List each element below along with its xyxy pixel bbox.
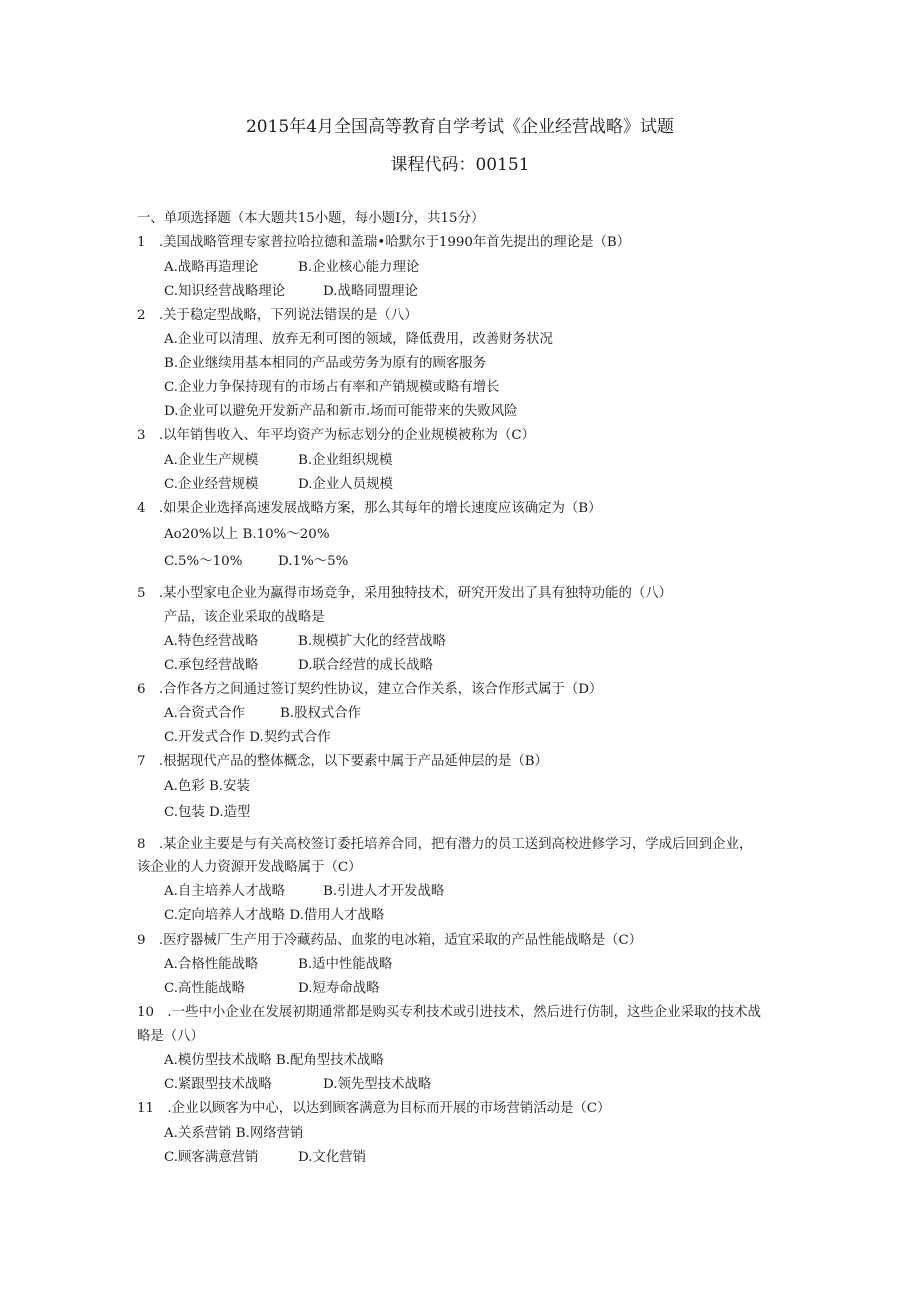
question-2-stem: 2 .关于稳定型战略，下列说法错误的是（八） [137,308,418,323]
question-4-option-d: D.1%～5% [278,554,349,569]
question-11-options-ab: A.关系营销 B.网络营销 [164,1126,304,1141]
question-3-option-a: A.企业生产规模 [164,453,259,468]
question-8-stem: 8 .某企业主要是与有关高校签订委托培养合同，把有潜力的员工送到高校进修学习，学成后回到企业， [137,837,753,852]
question-5-option-c: C.承包经营战略 [164,658,259,673]
question-11-stem: 11 .企业以顾客为中心，以达到顾客满意为目标而开展的市场营销活动是（C） [137,1101,611,1116]
question-1-option-b: B.企业核心能力理论 [298,260,420,275]
question-7-options-ab: A.色彩 B.安装 [164,779,250,794]
question-11-option-d: D.文化营销 [298,1150,367,1165]
question-2-option-c: C.企业力争保持现有的市场占有率和产销规模或略有增长 [164,380,500,395]
question-8-stem-continued: 该企业的人力资源开发战略属于（C） [137,860,362,875]
question-2-option-b: B.企业继续用基本相同的产品或劳务为原有的顾客服务 [164,356,487,371]
question-2-option-d: D.企业可以避免开发新产品和新市.场而可能带来的失败风险 [164,404,518,419]
question-6-option-b: B.股权式合作 [280,706,362,721]
question-6-option-a: A.合资式合作 [164,706,245,721]
question-4-options-ab: Ao20%以上 B.10%～20% [164,527,330,542]
question-2-option-a: A.企业可以清理、放弃无利可图的领域，降低费用，改善财务状况 [164,332,553,347]
question-5-option-d: D.联合经营的成长战略 [298,658,434,673]
question-3-stem: 3 .以年销售收入、年平均资产为标志划分的企业规模被称为（C） [137,428,535,443]
question-7-options-cd: C.包装 D.造型 [164,805,251,820]
question-9-option-a: A.合格性能战略 [164,957,259,972]
question-5-stem-continued: 产品，该企业采取的战略是 [164,610,325,625]
course-code: 课程代码：00151 [390,155,530,175]
question-11-option-c: C.顾客满意营销 [164,1150,259,1165]
question-8-option-a: A.自主培养人才战略 [164,884,286,899]
question-7-stem: 7 .根据现代产品的整体概念，以下要素中属于产品延伸层的是（B） [137,754,548,769]
question-1-option-c: C.知识经营战略理论 [164,284,286,299]
question-5-stem: 5 .某小型家电企业为赢得市场竞争，采用独特技术，研究开发出了具有独特功能的（八） [137,586,673,601]
question-3-option-d: D.企业人员规模 [298,477,393,492]
question-5-option-a: A.特色经营战略 [164,634,259,649]
question-9-option-b: B.适中性能战略 [298,957,393,972]
question-10-options-ab: A.模仿型技术战略 B.配角型技术战略 [164,1053,384,1068]
question-4-option-c: C.5%～10% [164,554,243,569]
question-9-stem: 9 .医疗器械厂生产用于冷藏药品、血浆的电冰箱，适宜采取的产品性能战略是（C） [137,933,643,948]
question-10-stem: 10 .一些中小企业在发展初期通常都是购买专利技术或引进技术，然后进行仿制，这些企业采取的技术战 [137,1005,761,1020]
question-10-stem-continued: 略是（八） [137,1029,204,1044]
question-5-option-b: B.规模扩大化的经营战略 [298,634,447,649]
question-9-option-d: D.短寿命战略 [298,981,380,996]
section-heading: 一、单项选择题（本大题共15小题，每小题I分，共15分） [137,211,485,226]
question-9-option-c: C.高性能战略 [164,981,245,996]
question-4-stem: 4 .如果企业选择高速发展战略方案，那么其每年的增长速度应该确定为（B） [137,501,602,516]
question-10-option-d: D.领先型技术战略 [323,1077,432,1092]
question-8-option-b: B.引进人才开发战略 [323,884,445,899]
question-3-option-c: C.企业经营规模 [164,477,259,492]
question-1-option-d: D.战略同盟理论 [323,284,418,299]
question-3-option-b: B.企业组织规模 [298,453,393,468]
question-6-stem: 6 .合作各方之间通过签订契约性协议，建立合作关系，该合作形式属于（D） [137,682,603,697]
exam-title: 2015年4月全国高等教育自学考试《企业经营战略》试题 [245,117,675,137]
question-1-option-a: A.战略再造理论 [164,260,259,275]
question-6-options-cd: C.开发式合作 D.契约式合作 [164,730,331,745]
question-10-option-c: C.紧跟型技术战略 [164,1077,272,1092]
question-1-stem: 1 .美国战略管理专家普拉哈拉德和盖瑞•哈默尔于1990年首先提出的理论是（B） [137,235,631,250]
question-8-options-cd: C.定向培养人才战略 D.借用人才战略 [164,908,385,923]
